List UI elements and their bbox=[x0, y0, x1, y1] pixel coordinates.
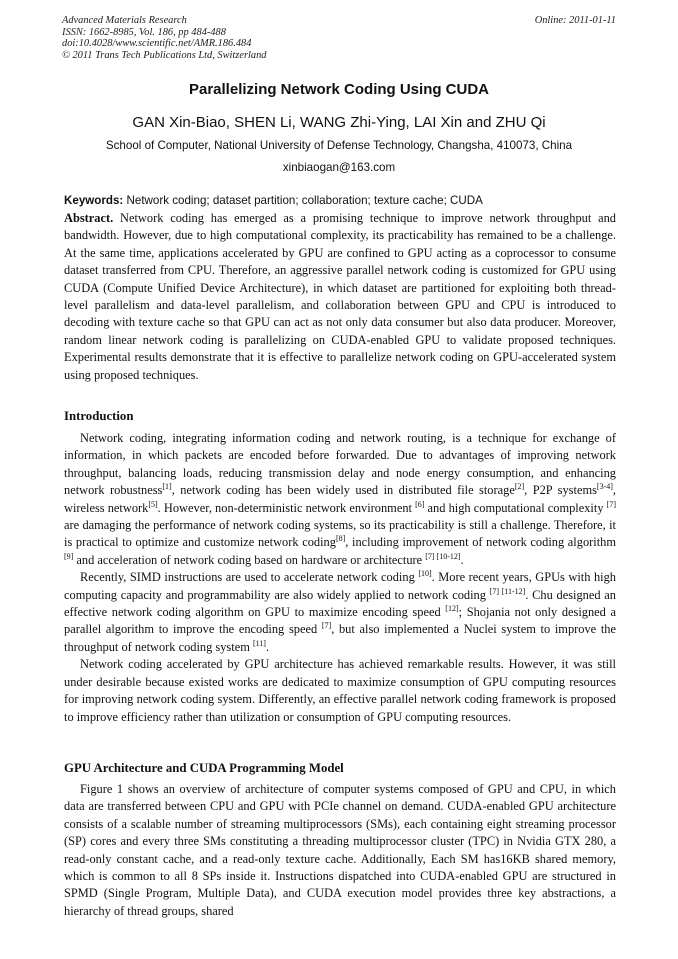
citation: [7] bbox=[321, 621, 332, 631]
text-run: . bbox=[265, 639, 270, 654]
text-run: ; Shojania not only designed a parallel algorithm to improve the encoding speed bbox=[64, 605, 617, 637]
text-run: . bbox=[460, 552, 464, 567]
citation: [7] [10-12] bbox=[425, 551, 461, 561]
text-run: , P2P systems bbox=[524, 483, 597, 498]
text-run: , network coding has been widely used in distributed file storage bbox=[171, 483, 515, 498]
issn-line: ISSN: 1662-8985, Vol. 186, pp 484-488 bbox=[62, 26, 226, 38]
citation: [11] bbox=[252, 638, 266, 648]
section-heading-introduction: Introduction bbox=[64, 409, 134, 423]
journal-header bbox=[62, 15, 616, 61]
citation: [2] bbox=[514, 482, 525, 492]
citation: [9] bbox=[64, 551, 74, 561]
doi-line: doi:10.4028/www.scientific.net/AMR.186.484 bbox=[62, 38, 252, 50]
citation: [8] bbox=[335, 534, 346, 544]
gpu-paragraph-1: Figure 1 shows an overview of architecture of computer systems composed of GPU and CPU, in which data are transferred between CPU and GPU with PCIe channel on demand. CUDA-enabled GPU architecture consists of a scalable number of streaming multiprocessors (SMs), each containing eight streaming processor (SP) cores and every three SMs constituting a threading multiprocessor cluster (TPC) in Nvidia GTX 280, a read-only constant cache, and a read-only texture cache. Additionally, Each SM has16KB shared memory, which is common to all 8 SPs inside it. Instructions dispatched into CUDA-enabled GPU are structured in SPMD (Single Program, Multiple Data), and CUDA execution model provides three key abstractions, a hierarchy of thread groups, shared bbox=[64, 782, 616, 918]
text-run: . More recent years, GPUs with high computing capacity and programmability are also widely applied to network coding bbox=[64, 570, 616, 602]
abstract-paragraph bbox=[64, 210, 616, 384]
text-run: , including improvement of network coding algorithm bbox=[345, 535, 616, 550]
citation: [7] bbox=[606, 499, 616, 509]
text-run: and high computational complexity bbox=[424, 500, 607, 515]
abstract bbox=[64, 210, 616, 384]
gpu-section-body bbox=[64, 781, 616, 920]
abstract-text: Network coding has emerged as a promising technique to improve network throughput and bandwidth. However, due to high computational complexity, its practicability has remained to be a challenge. At the same time, applications accelerated by GPU are confined to GPU acting as a coprocessor to consume dataset transferred from CPU. Therefore, an aggressive parallel network coding is customized for GPU using CUDA (Compute Unified Device Architecture), in which dataset are partitioned for exploiting both thread-level parallelism and data-level parallelism, and collaboration between GPU and CPU is introduced to decoding with texture cache so that GPU can act as not only data consumer but also data producer. Moreover, random linear network coding is parallelizing on CUDA-enabled GPU to validate proposed techniques. Experimental results demonstrate that it is effective to parallelize network coding on GPU-accelerated system using proposed techniques. bbox=[64, 211, 616, 382]
text-run: Recently, SIMD instructions are used to accelerate network coding bbox=[80, 570, 419, 585]
paper-title: Parallelizing Network Coding Using CUDA bbox=[188, 81, 490, 98]
citation: [5] bbox=[148, 499, 158, 509]
introduction-body bbox=[64, 430, 616, 726]
keywords-text: Network coding; dataset partition; collaboration; texture cache; CUDA bbox=[123, 194, 483, 207]
keywords-line bbox=[64, 194, 616, 207]
intro-paragraph-1 bbox=[64, 430, 616, 569]
text-run: , wireless network bbox=[64, 483, 617, 515]
text-run: are damaging the performance of network coding systems, so its practicability is still a challenge. Therefore, it is practical to optimize and customize network coding bbox=[64, 518, 616, 550]
keywords-label: Keywords: bbox=[64, 194, 124, 207]
citation: [6] bbox=[415, 499, 425, 509]
text-run: , but also implemented a Nuclei system to improve the throughput of network coding system bbox=[64, 622, 616, 654]
section-heading-gpu-architecture: GPU Architecture and CUDA Programming Model bbox=[64, 761, 344, 775]
text-run: and acceleration of network coding based on hardware or architecture bbox=[73, 552, 426, 567]
online-date: Online: 2011-01-11 bbox=[534, 15, 616, 26]
citation: [1] bbox=[162, 482, 172, 492]
abstract-label: Abstract. bbox=[64, 211, 114, 225]
affiliation: School of Computer, National University of Defense Technology, Changsha, 410073, China bbox=[105, 139, 573, 152]
intro-paragraph-3: Network coding accelerated by GPU architecture has achieved remarkable results. However, it was still under desirable because existed works are dedicated to maximize consumption of GPU computing resources for improving network coding system. Differently, an effective parallel network coding framework is proposed to improve efficiency rather than utilization or consumption of GPU computing resources. bbox=[64, 657, 616, 724]
author-list: GAN Xin-Biao, SHEN Li, WANG Zhi-Ying, LAI Xin and ZHU Qi bbox=[132, 114, 546, 131]
intro-paragraph-2 bbox=[64, 569, 616, 656]
text-run: Network coding, integrating information coding and network routing, is a technique for exchange of information, in which packets are encoded before forwarded. Due to advantages of improving network throughput, balancing loads, reducing transmission delay and node energy consumption, and enhancing network robustness bbox=[64, 431, 616, 498]
citation: [3-4] bbox=[596, 482, 613, 492]
text-run: . Chu designed an effective network coding algorithm on GPU to maximize encoding speed bbox=[64, 587, 616, 620]
citation: [12] bbox=[445, 604, 459, 614]
author-email: xinbiaogan@163.com bbox=[282, 161, 396, 174]
text-run: . However, non-deterministic network environment bbox=[157, 500, 416, 515]
citation: [10] bbox=[418, 569, 432, 579]
journal-name: Advanced Materials Research bbox=[62, 15, 187, 26]
citation: [7] [11-12] bbox=[489, 586, 526, 596]
copyright-line: © 2011 Trans Tech Publications Ltd, Switzerland bbox=[62, 49, 267, 61]
